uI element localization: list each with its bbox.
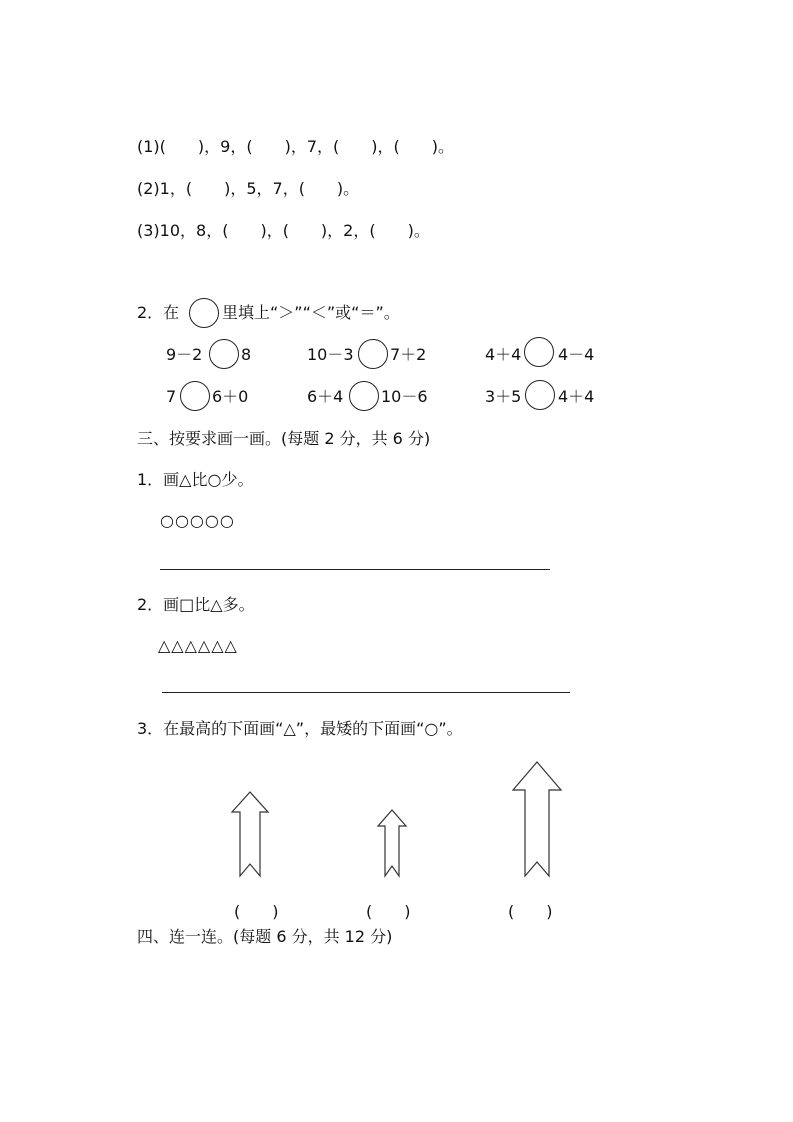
compare-left: 9－2 xyxy=(166,345,203,364)
compare-right: 10－6 xyxy=(381,387,428,406)
answer-line-1[interactable] xyxy=(160,569,550,570)
compare-left: 4＋4 xyxy=(485,345,522,364)
compare-answer-circle[interactable] xyxy=(180,381,210,411)
compare-left: 6＋4 xyxy=(307,387,344,406)
compare-answer-circle[interactable] xyxy=(525,380,555,410)
answer-blank[interactable]: ( ) xyxy=(234,902,279,921)
question-2: 2．画□比△多。 xyxy=(137,595,255,614)
compare-left: 7 xyxy=(166,387,177,406)
sequence-1: (1)( )，9，( )，7，( )，( )。 xyxy=(137,137,454,156)
compare-left: 10－3 xyxy=(307,345,354,364)
triangle-shapes: △△△△△△ xyxy=(158,636,238,655)
arrow-up-short-icon xyxy=(376,808,408,878)
compare-prefix: 2．在 xyxy=(137,303,180,322)
answer-blank[interactable]: ( ) xyxy=(508,902,553,921)
arrow-up-medium-icon xyxy=(230,790,272,878)
question-1: 1．画△比○少。 xyxy=(137,470,254,489)
question-3: 3．在最高的下面画“△”，最矮的下面画“○”。 xyxy=(137,719,463,738)
compare-answer-circle[interactable] xyxy=(524,337,554,367)
compare-right: 8 xyxy=(241,345,252,364)
compare-suffix: 里填上“＞”“＜”或“＝”。 xyxy=(222,303,400,322)
compare-right: 4＋4 xyxy=(558,387,595,406)
compare-answer-circle[interactable] xyxy=(209,339,239,369)
compare-instruction-circle xyxy=(189,298,219,328)
answer-line-2[interactable] xyxy=(162,692,570,693)
section-4-title: 四、连一连。(每题 6 分，共 12 分) xyxy=(137,927,393,946)
compare-answer-circle[interactable] xyxy=(349,381,379,411)
sequence-3: (3)10，8，( )，( )，2，( )。 xyxy=(137,221,430,240)
circle-shapes: ○○○○○ xyxy=(160,511,235,530)
compare-left: 3＋5 xyxy=(485,387,522,406)
compare-right: 4－4 xyxy=(558,345,595,364)
sequence-2: (2)1，( )，5，7，( )。 xyxy=(137,179,360,198)
compare-right: 7＋2 xyxy=(390,345,427,364)
compare-right: 6＋0 xyxy=(212,387,249,406)
compare-answer-circle[interactable] xyxy=(358,339,388,369)
section-3-title: 三、按要求画一画。(每题 2 分，共 6 分) xyxy=(137,429,431,448)
arrow-up-tall-icon xyxy=(511,760,563,878)
answer-blank[interactable]: ( ) xyxy=(366,902,411,921)
